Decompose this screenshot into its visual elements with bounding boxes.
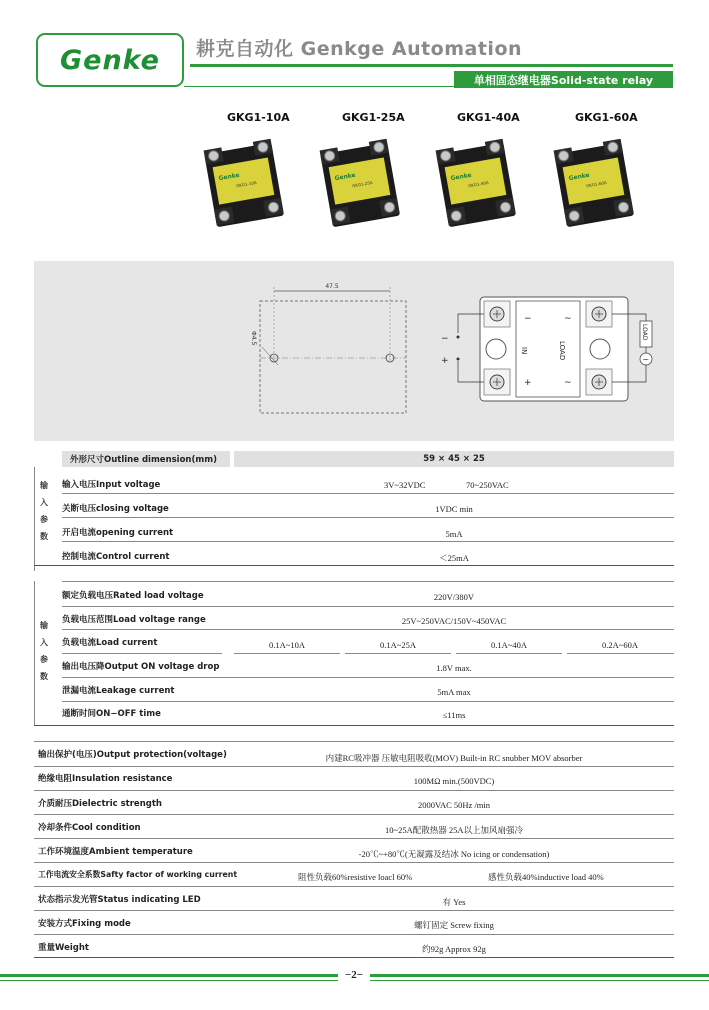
header-divider	[190, 64, 673, 67]
section-divider	[34, 725, 674, 726]
input-minus: −	[441, 334, 449, 344]
output-group-label: 输 入 参 数	[40, 621, 48, 681]
terminal-plus: +	[524, 378, 532, 388]
row-divider	[34, 790, 674, 791]
outline-dimension-row	[62, 451, 674, 467]
value-output-protection: 内建RC吸冲器 压敏电阻吸收(MOV) Built-in RC snubber MOV absorber	[325, 753, 583, 763]
param-load-voltage-range: 负载电压范围Load voltage range	[62, 615, 206, 625]
outline-label: 外形尺寸Outline dimension(mm)	[62, 451, 230, 467]
param-control-current: 控制电流Control current	[62, 552, 170, 562]
header-divider-thin	[184, 86, 454, 87]
value-safety-factor-resistive: 阻性负载60%resistive loacl 60%	[298, 872, 413, 882]
param-load-current: 负载电流Load current	[62, 638, 158, 648]
relay-face-brand: Genke	[450, 171, 473, 183]
param-dielectric-strength: 介质耐压Dielectric strength	[38, 799, 162, 809]
relay-face-model: GKG1-60A	[585, 179, 607, 189]
param-ambient-temperature: 工作环境温度Ambient temperature	[38, 847, 193, 857]
param-leakage-current: 泄漏电流Leakage current	[62, 686, 175, 696]
row-divider	[34, 934, 674, 935]
section-divider	[34, 957, 674, 958]
model-label: GKG1-10A	[227, 111, 290, 124]
model-label: GKG1-60A	[575, 111, 638, 124]
relay-face-model: GKG1-25A	[351, 179, 373, 189]
param-fixing-mode: 安装方式Fixing mode	[38, 919, 131, 929]
input-group-label: 输 入 参 数	[40, 481, 48, 541]
row-divider	[34, 741, 674, 742]
brand-title: 耕克自动化 Genkge Automation	[196, 38, 523, 60]
dimension-drawing-panel	[34, 261, 674, 441]
category-banner: 单相固态继电器Solid-state relay	[454, 71, 673, 88]
value-safety-factor-inductive: 感性负载40%inductive load 40%	[488, 872, 604, 882]
relay-product-image	[434, 138, 518, 230]
relay-face-model: GKG1-40A	[467, 179, 489, 189]
terminal-minus: −	[524, 314, 532, 324]
value-closing-voltage: 1VDC min	[435, 504, 473, 514]
value-opening-current: 5mA	[445, 529, 463, 539]
load-label: LOAD	[558, 341, 566, 361]
width-dimension: 47.5	[325, 283, 339, 290]
param-rated-load-voltage: 额定负载电压Rated load voltage	[62, 591, 204, 601]
row-divider	[62, 493, 674, 494]
ac-source-symbol: ~	[642, 355, 650, 364]
value-control-current: ＜25mA	[439, 553, 469, 563]
row-divider	[34, 814, 674, 815]
value-insulation-resistance: 100MΩ min.(500VDC)	[413, 776, 495, 786]
value-load-current-25a: 0.1A~25A	[379, 640, 416, 650]
section-divider	[34, 565, 674, 566]
param-output-voltage-drop: 输出电压降Output ON voltage drop	[62, 662, 220, 672]
row-divider	[62, 653, 222, 654]
param-closing-voltage: 关断电压closing voltage	[62, 504, 169, 514]
value-dielectric-strength: 2000VAC 50Hz /min	[417, 800, 491, 810]
param-cool-condition: 冷却条件Cool condition	[38, 823, 141, 833]
row-divider	[34, 886, 674, 887]
hole-dimension: Φ4.5	[250, 331, 257, 346]
model-label: GKG1-25A	[342, 111, 405, 124]
value-status-led: 有 Yes	[442, 897, 466, 907]
relay-face-brand: Genke	[568, 171, 591, 183]
row-divider	[567, 653, 674, 654]
param-opening-current: 开启电流opening current	[62, 528, 174, 538]
model-label: GKG1-40A	[457, 111, 520, 124]
value-load-current-60a: 0.2A~60A	[601, 640, 638, 650]
in-label: IN	[520, 347, 528, 355]
relay-face-brand: Genke	[334, 171, 357, 183]
param-insulation-resistance: 绝缘电阻Insulation resistance	[38, 774, 173, 784]
outline-value: 59 × 45 × 25	[234, 451, 674, 467]
terminal-ac-top: ~	[564, 314, 572, 324]
value-rated-load-voltage: 220V/380V	[433, 592, 475, 602]
row-divider	[62, 701, 674, 702]
value-load-current-10a: 0.1A~10A	[268, 640, 305, 650]
row-divider	[34, 910, 674, 911]
value-on-off-time: ≤11ms	[442, 710, 466, 720]
value-cool-condition: 10~25A配散热器 25A以上加风扇强冷	[384, 825, 523, 835]
relay-product-image	[318, 138, 402, 230]
value-input-voltage-dc: 3V~32VDC	[384, 480, 426, 490]
row-divider	[62, 581, 674, 582]
value-weight: 约92g Approx 92g	[422, 944, 486, 954]
row-divider	[345, 653, 451, 654]
row-divider	[62, 541, 674, 542]
row-divider	[34, 766, 674, 767]
value-load-voltage-range: 25V~250VAC/150V~450VAC	[401, 616, 507, 626]
row-divider	[34, 862, 674, 863]
company-logo	[36, 33, 184, 87]
row-divider	[62, 677, 674, 678]
value-leakage-current: 5mA max	[437, 687, 471, 697]
terminal-ac-bottom: ~	[564, 378, 572, 388]
param-status-led: 状态指示发光管Status indicating LED	[38, 895, 201, 905]
row-divider	[62, 629, 674, 630]
value-ambient-temperature: -20℃~+80℃(无凝露及结冰 No icing or condensation)	[358, 849, 550, 859]
row-divider	[62, 517, 674, 518]
param-safety-factor: 工作电流安全系数Safty factor of working current	[38, 870, 238, 879]
row-divider	[456, 653, 562, 654]
relay-face-model: GKG1-10A	[235, 179, 257, 189]
input-plus: +	[441, 356, 449, 366]
value-load-current-40a: 0.1A~40A	[490, 640, 527, 650]
page-number: −2−	[338, 969, 370, 981]
dimension-drawing	[34, 261, 674, 441]
row-divider	[234, 653, 340, 654]
row-divider	[34, 838, 674, 839]
row-divider	[62, 606, 674, 607]
relay-face-brand: Genke	[218, 171, 241, 183]
param-output-protection: 输出保护(电压)Output protection(voltage)	[38, 750, 227, 760]
logo-text: Genke	[59, 44, 160, 76]
param-weight: 重量Weight	[38, 943, 89, 953]
value-input-voltage-ac: 70~250VAC	[466, 480, 509, 490]
relay-product-image	[202, 138, 286, 230]
param-on-off-time: 通断时间ON−OFF time	[62, 709, 161, 719]
param-input-voltage: 输入电压Input voltage	[62, 480, 161, 490]
value-output-voltage-drop: 1.8V max.	[436, 663, 472, 673]
relay-product-image	[552, 138, 636, 230]
load-tag: LOAD	[641, 324, 648, 341]
value-fixing-mode: 螺钉固定 Screw fixing	[414, 920, 494, 930]
